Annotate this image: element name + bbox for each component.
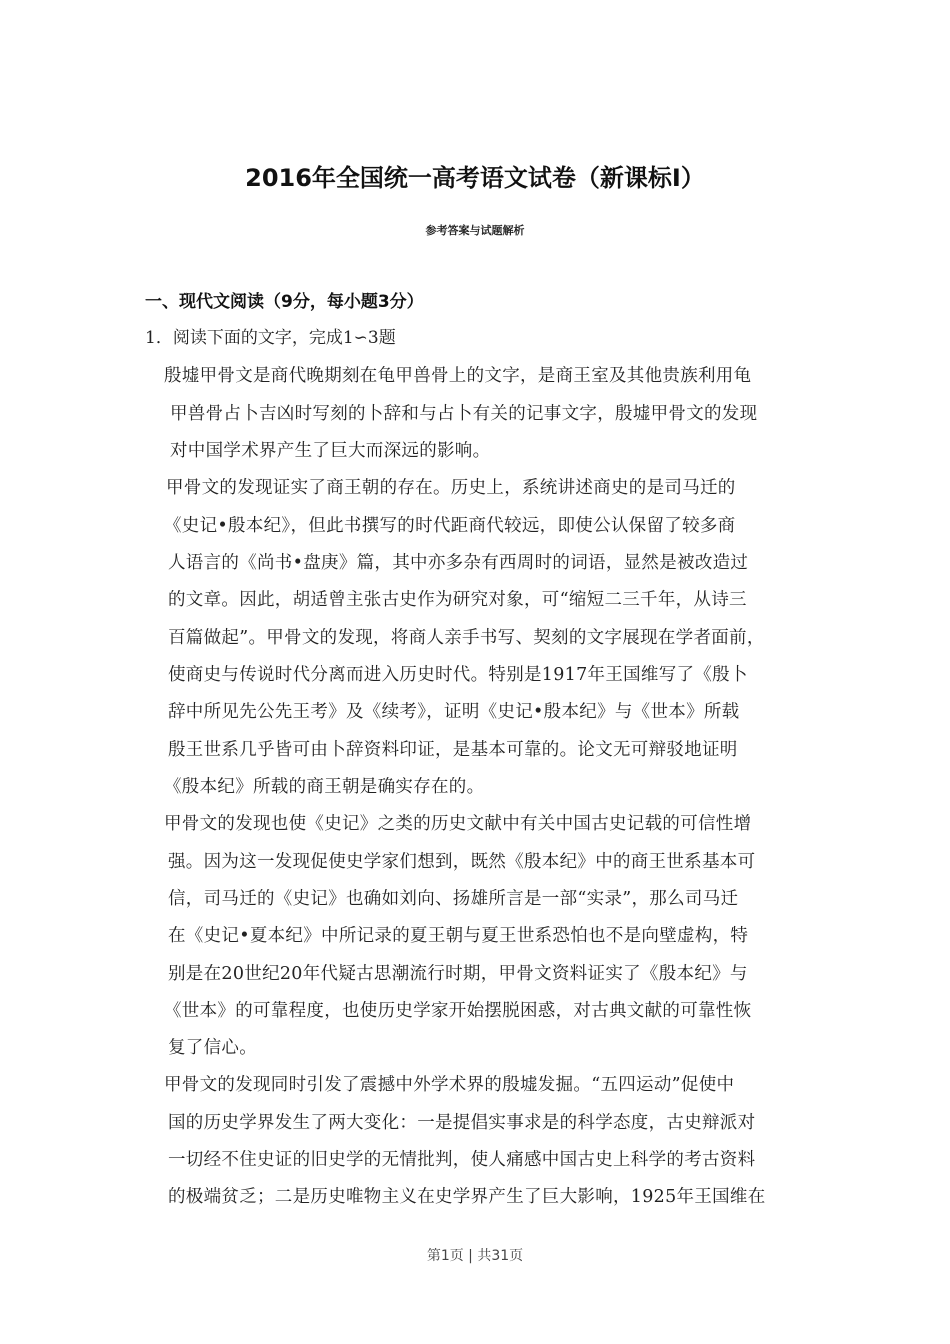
paragraph-3-line-5: 别是在20世纪20年代疑古思潮流行时期，甲骨文资料证实了《殷本纪》与 <box>168 964 748 984</box>
paragraph-2-line-6: 使商史与传说时代分离而进入历史时代。特别是1917年王国维写了《殷卜 <box>168 665 748 685</box>
paragraph-1-line-2: 甲兽骨占卜吉凶时写刻的卜辞和与占卜有关的记事文字，殷墟甲骨文的发现 <box>170 404 758 424</box>
question-prompt: 1．阅读下面的文字，完成1∽3题 <box>145 328 396 348</box>
paragraph-2-line-1: 甲骨文的发现证实了商王朝的存在。历史上，系统讲述商史的是司马迁的 <box>166 478 736 498</box>
paragraph-2-line-7: 辞中所见先公先王考》及《续考》，证明《史记•殷本纪》与《世本》所载 <box>168 702 740 722</box>
paragraph-1-line-3: 对中国学术界产生了巨大而深远的影响。 <box>170 441 491 461</box>
paragraph-2-line-8: 殷王世系几乎皆可由卜辞资料印证，是基本可靠的。论文无可辩驳地证明 <box>168 740 738 760</box>
section-heading: 一、现代文阅读（9分，每小题3分） <box>145 292 424 312</box>
paragraph-2-line-4: 的文章。因此，胡适曾主张古史作为研究对象，可“缩短二三千年，从诗三 <box>168 590 747 610</box>
paragraph-3-line-1: 甲骨文的发现也使《史记》之类的历史文献中有关中国古史记载的可信性增 <box>164 814 752 834</box>
page-subtitle: 参考答案与试题解析 <box>425 224 525 237</box>
paragraph-4-line-4: 的极端贫乏；二是历史唯物主义在史学界产生了巨大影响，1925年王国维在 <box>168 1187 766 1207</box>
paragraph-3-line-3: 信，司马迁的《史记》也确如刘向、扬雄所言是一部“实录”，那么司马迁 <box>168 889 739 909</box>
paragraph-2-line-9: 《殷本纪》所载的商王朝是确实存在的。 <box>164 777 485 797</box>
paragraph-2-line-3: 人语言的《尚书•盘庚》篇，其中亦多杂有西周时的词语，显然是被改造过 <box>168 553 749 573</box>
paragraph-4-line-1: 甲骨文的发现同时引发了震撼中外学术界的殷墟发掘。“五四运动”促使中 <box>164 1075 735 1095</box>
paragraph-2-line-5: 百篇做起”。甲骨文的发现，将商人亲手书写、契刻的文字展现在学者面前， <box>168 628 765 648</box>
page-title: 2016年全国统一高考语文试卷（新课标Ⅰ） <box>245 164 705 192</box>
paragraph-2-line-2: 《史记•殷本纪》，但此书撰写的时代距商代较远，即使公认保留了较多商 <box>164 516 736 536</box>
paragraph-3-line-6: 《世本》的可靠程度，也使历史学家开始摆脱困惑，对古典文献的可靠性恢 <box>164 1001 752 1021</box>
page-footer: 第1页 | 共31页 <box>426 1248 524 1264</box>
paragraph-1-line-1: 殷墟甲骨文是商代晚期刻在龟甲兽骨上的文字，是商王室及其他贵族利用龟 <box>164 366 752 386</box>
paragraph-3-line-4: 在《史记•夏本纪》中所记录的夏王朝与夏王世系恐怕也不是向壁虚构，特 <box>168 926 749 946</box>
paragraph-4-line-3: 一切经不住史证的旧史学的无情批判，使人痛感中国古史上科学的考古资料 <box>168 1150 756 1170</box>
paragraph-3-line-7: 复了信心。 <box>168 1038 257 1058</box>
paragraph-3-line-2: 强。因为这一发现促使史学家们想到，既然《殷本纪》中的商王世系基本可 <box>168 852 756 872</box>
paragraph-4-line-2: 国的历史学界发生了两大变化：一是提倡实事求是的科学态度，古史辩派对 <box>168 1113 756 1133</box>
